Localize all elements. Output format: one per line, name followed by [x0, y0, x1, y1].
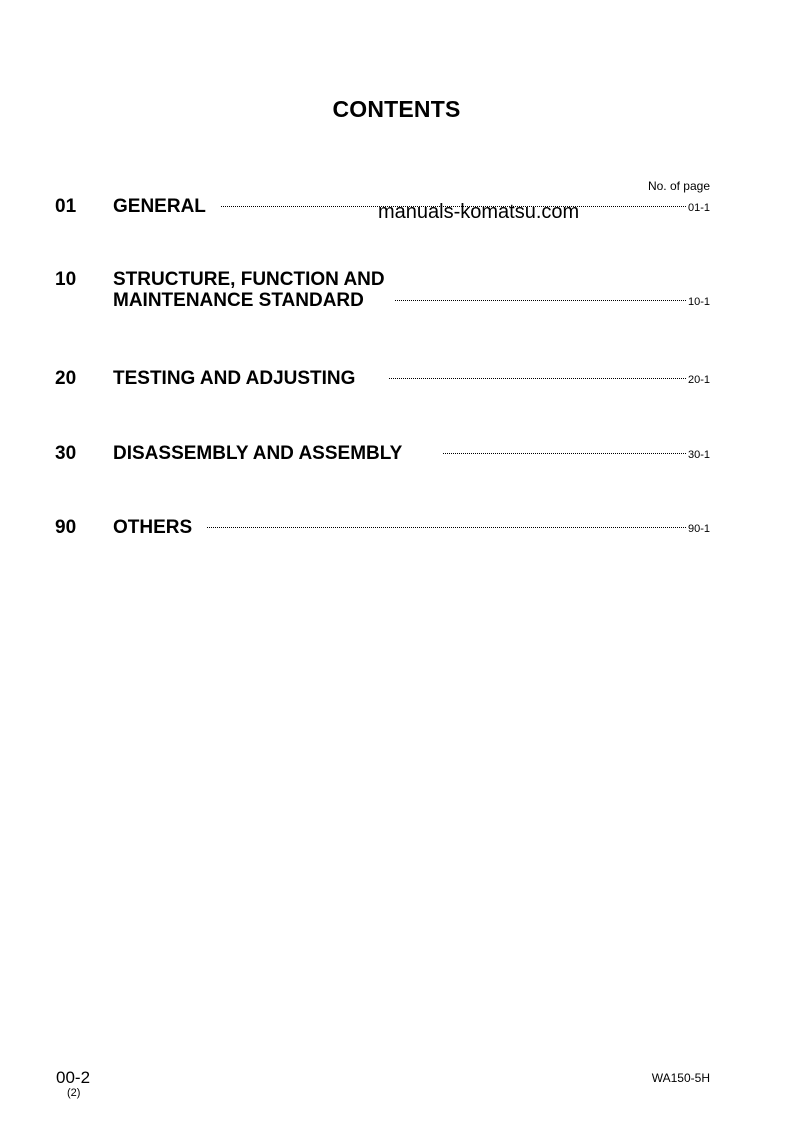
leader-dots — [207, 527, 686, 528]
toc-entry-others[interactable] — [55, 517, 710, 541]
entry-label: STRUCTURE, FUNCTION AND — [113, 269, 385, 290]
entry-label: GENERAL — [113, 196, 206, 217]
entry-label: TESTING AND ADJUSTING — [113, 368, 356, 389]
toc-entry-structure[interactable] — [55, 269, 710, 313]
entry-number: 30 — [55, 443, 77, 464]
toc-entry-disassembly[interactable] — [55, 443, 710, 467]
leader-dots — [395, 300, 686, 301]
entry-label: DISASSEMBLY AND ASSEMBLY — [113, 443, 403, 464]
footer-page-number: 00-2 — [56, 1068, 91, 1087]
footer-model: WA150-5H — [651, 1071, 710, 1085]
entry-label-line2: MAINTENANCE STANDARD — [113, 290, 364, 311]
column-header: No. of page — [647, 179, 710, 193]
entry-page: 10-1 — [687, 296, 710, 308]
entry-number: 10 — [55, 269, 77, 290]
watermark: manuals-komatsu.com — [378, 201, 580, 223]
entry-page: 90-1 — [687, 523, 710, 535]
entry-page: 20-1 — [687, 374, 710, 386]
entry-page: 30-1 — [687, 449, 710, 461]
entry-number: 20 — [55, 368, 77, 389]
entry-number: 90 — [55, 517, 77, 538]
entry-number: 01 — [55, 196, 77, 217]
entry-page: 01-1 — [687, 202, 710, 214]
footer-revision: (2) — [67, 1087, 81, 1099]
toc-entry-testing[interactable] — [55, 368, 710, 392]
page-title: CONTENTS — [332, 96, 461, 122]
leader-dots — [389, 378, 686, 379]
leader-dots — [443, 453, 686, 454]
entry-label: OTHERS — [113, 517, 193, 538]
